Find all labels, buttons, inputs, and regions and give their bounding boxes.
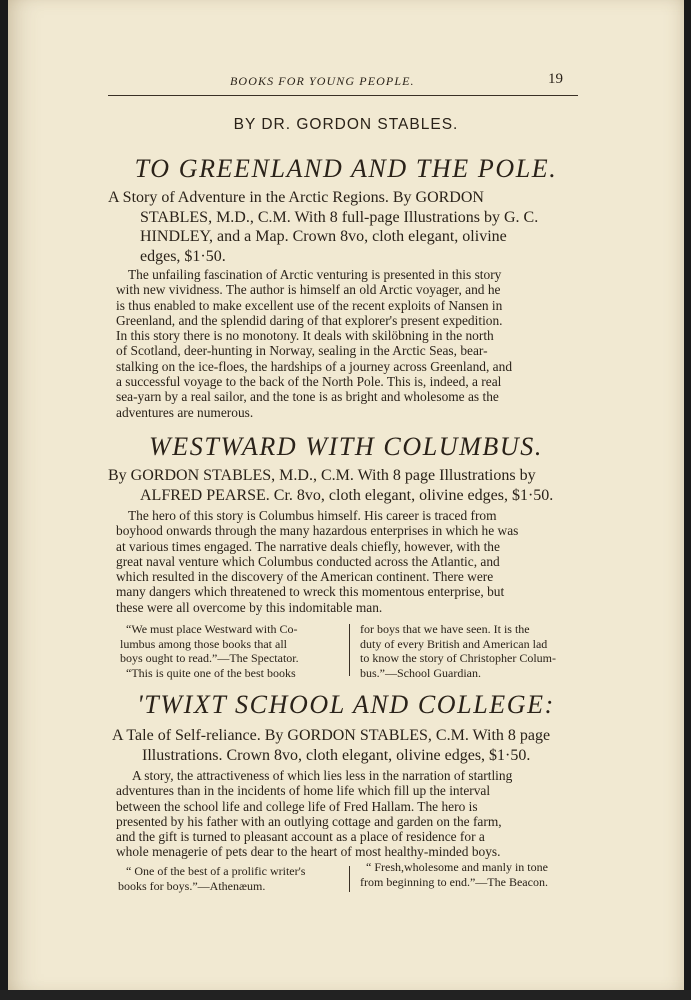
review-line: for boys that we have seen. It is the: [360, 622, 530, 636]
review-line: “This is quite one of the best books: [126, 665, 296, 680]
column-divider: [349, 624, 350, 676]
summary-line: adventures are numerous.: [116, 404, 254, 420]
review-line: books for boys.”—Athenæum.: [118, 878, 266, 893]
summary-line: Greenland, and the splendid daring of that explorer's present expedition.: [116, 312, 503, 328]
running-head: [8, 71, 684, 94]
description-line: STABLES, M.D., C.M. With 8 full-page Illustrations by G. C.: [140, 208, 539, 226]
summary-line: adventures than in the incidents of home life which fill up the interval: [116, 783, 491, 799]
summary-line: is thus enabled to make excellent use of the recent exploits of Nansen in: [116, 297, 503, 313]
header-rule: [108, 95, 578, 96]
summary-line: which resulted in the discovery of the American continent. There were: [116, 569, 494, 585]
review-line: lumbus among those books that all: [120, 636, 287, 651]
running-head-title: BOOKS FOR YOUNG PEOPLE.: [230, 74, 415, 88]
review-quotes-right-twixt: [360, 860, 580, 889]
description-line: HINDLEY, and a Map. Crown 8vo, cloth elegant, olivine: [140, 228, 507, 246]
summary-line: presented by his father with an outlying cottage and garden on the farm,: [116, 813, 502, 829]
review-quotes-left-columbus: [120, 622, 340, 680]
book-description-columbus: [108, 466, 578, 505]
description-line: edges, $1·50.: [140, 247, 226, 265]
review-line: boys ought to read.”—The Spectator.: [120, 651, 299, 666]
summary-line: The unfailing fascination of Arctic venturing is presented in this story: [128, 267, 502, 282]
summary-line: and the gift is turned to pleasant account as a place of residence for a: [116, 829, 485, 845]
author-heading: BY DR. GORDON STABLES.: [233, 116, 459, 133]
summary-line: of Scotland, deer-hunting in Norway, sealing in the Arctic Seas, bear-: [116, 343, 488, 359]
book-summary-greenland: [116, 267, 576, 420]
book-page: [8, 0, 684, 992]
summary-line: The hero of this story is Columbus himself. His career is traced from: [128, 508, 497, 523]
description-line: By GORDON STABLES, M.D., C.M. With 8 page Illustrations by: [108, 467, 536, 484]
review-quotes-right-columbus: [360, 622, 580, 680]
review-line: to know the story of Christopher Colum-: [360, 651, 556, 666]
review-line: “We must place Westward with Co-: [126, 622, 298, 636]
scan-bottom-edge: [0, 990, 691, 1000]
page-number: 19: [548, 71, 563, 87]
summary-line: a successful voyage to the back of the North Pole. This is, indeed, a real: [116, 374, 502, 390]
description-line: A Story of Adventure in the Arctic Regions. By GORDON: [108, 189, 484, 206]
summary-line: great naval venture which Columbus conducted across the Atlantic, and: [116, 553, 500, 569]
column-divider: [349, 866, 350, 892]
summary-line: In this story there is no monotony. It deals with skilöbning in the north: [116, 328, 494, 344]
summary-line: boyhood onwards through the many hazardous enterprises in which he was: [116, 523, 519, 539]
review-line: “ Fresh,wholesome and manly in tone: [366, 860, 548, 874]
description-line: ALFRED PEARSE. Cr. 8vo, cloth elegant, olivine edges, $1·50.: [140, 486, 554, 504]
review-line: “ One of the best of a prolific writer's: [126, 864, 306, 878]
review-line: bus.”—School Guardian.: [360, 665, 481, 680]
review-line: duty of every British and American lad: [360, 636, 548, 651]
summary-line: with new vividness. The author is himself an old Arctic voyager, and he: [116, 282, 501, 298]
book-title-twixt: 'TWIXT SCHOOL AND COLLEGE:: [137, 690, 555, 719]
book-description-twixt: [112, 726, 582, 765]
summary-line: many dangers which threatened to wreck this momentous enterprise, but: [116, 584, 505, 600]
book-title-greenland: TO GREENLAND AND THE POLE.: [134, 154, 558, 183]
summary-line: stalking on the ice-floes, the hardships of a journey across Greenland, and: [116, 358, 513, 374]
review-line: from beginning to end.”—The Beacon.: [360, 874, 548, 889]
summary-line: these were all overcome by this indomitable man.: [116, 599, 383, 615]
summary-line: at various times engaged. The narrative deals chiefly, however, with the: [116, 538, 500, 554]
summary-line: A story, the attractiveness of which lies less in the narration of startling: [132, 768, 513, 783]
summary-line: sea-yarn by a real sailor, and the tone is as bright and wholesome as the: [116, 389, 499, 405]
summary-line: between the school life and college life of Fred Hallam. The hero is: [116, 798, 478, 814]
book-title-columbus: WESTWARD WITH COLUMBUS.: [149, 432, 543, 461]
description-line: Illustrations. Crown 8vo, cloth elegant, olivine edges, $1·50.: [142, 746, 531, 764]
review-quotes-left-twixt: [118, 864, 348, 893]
book-summary-twixt: [116, 768, 578, 860]
book-description-greenland: [108, 188, 578, 266]
book-summary-columbus: [116, 508, 576, 615]
summary-line: whole menagerie of pets dear to the heart of most healthy-minded boys.: [116, 844, 501, 860]
description-line: A Tale of Self-reliance. By GORDON STABLES, C.M. With 8 page: [112, 727, 551, 744]
